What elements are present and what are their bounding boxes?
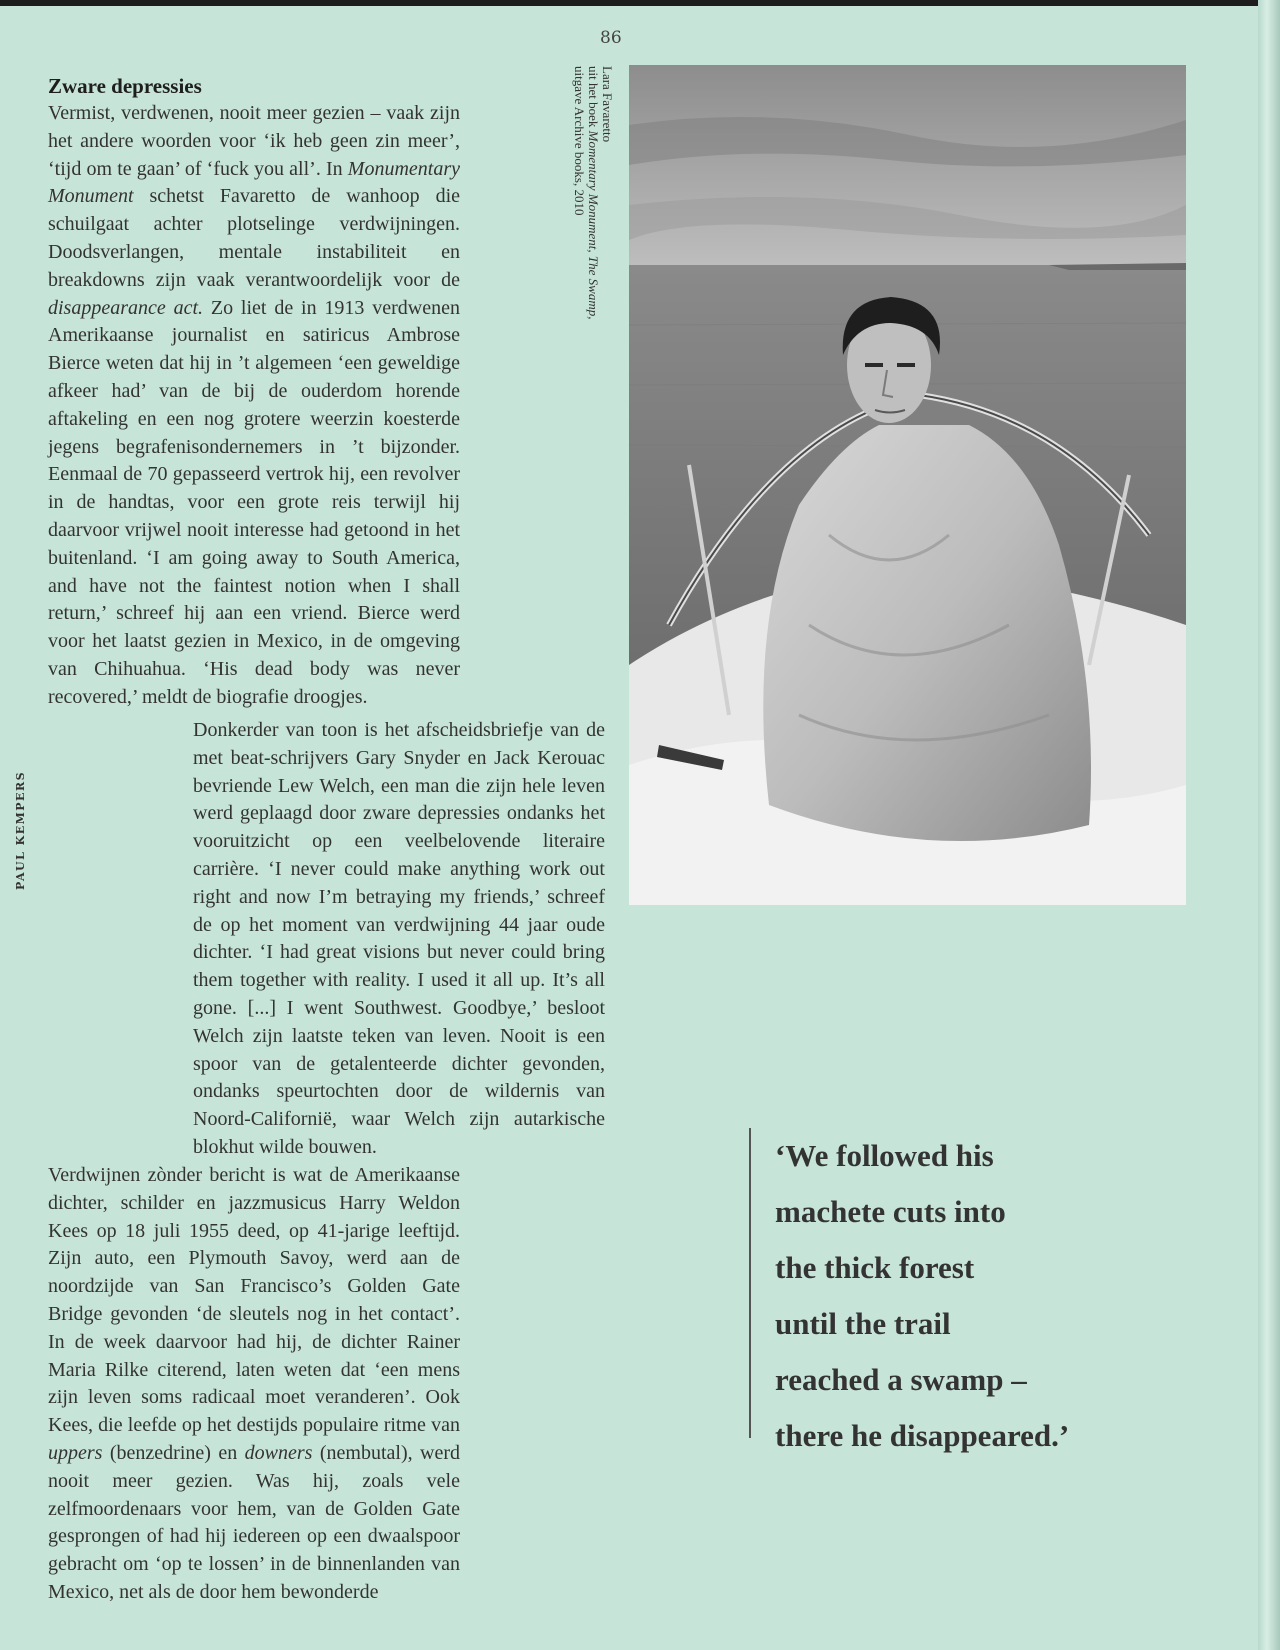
quote-line: there he disappeared.’ — [775, 1418, 1070, 1453]
text-run: Zo liet de in 1913 verdwenen Amerikaanse journalist en satiricus Ambrose Bierce weten dat hij in ’t algemeen ‘een geweldige afkeer had’ van de bij de ouderdom horende aftakeling en een nog grotere weerzin koesterde jegens begrafenisondernemers in ’t bijzonder. Eenmaal de 70 gepasseerd vertrok hij, een revolver in de handtas, voor een grote reis terwijl hij daarvoor vrijwel nooit interesse had getoond in het buitenland. ‘I am going away to South America, and have not the faintest notion when I shall return,’ schreef hij aan een vriend. Bierce werd voor het laatst gezien in Mexico, in de omgeving van Chihuahua. ‘His dead body was never recovered,’ meldt de biografie droogjes. — [48, 296, 460, 708]
paragraph-bierce — [48, 100, 460, 712]
italic-term: downers — [244, 1441, 313, 1464]
quote-line: machete cuts into — [775, 1194, 1006, 1229]
text-run: Vermist, verdwenen, nooit meer gezien – vaak zijn het andere woorden voor ‘ik heb geen zin meer’, ‘tijd om te gaan’ of ‘fuck you all’. In — [48, 102, 460, 180]
photo-caption — [572, 66, 614, 346]
caption-book — [586, 66, 600, 346]
caption-prefix: uit het boek — [586, 66, 601, 131]
quote-line: reached a swamp – — [775, 1362, 1027, 1397]
section-heading: Zware depressies — [48, 74, 202, 98]
italic-title: Monumentary Monument — [48, 157, 460, 208]
top-edge — [0, 0, 1280, 6]
caption-artist: Lara Favaretto — [600, 66, 615, 143]
pull-quote — [749, 1128, 1155, 1453]
text-run: (benzedrine) en — [102, 1441, 245, 1464]
running-author: PAUL KEMPERS — [14, 770, 27, 890]
quote-line: ‘We followed his — [775, 1138, 994, 1173]
paragraph-kees — [48, 1162, 460, 1607]
italic-term: disappearance act. — [48, 296, 204, 319]
italic-term: uppers — [48, 1441, 103, 1464]
quote-line: until the trail — [775, 1306, 951, 1341]
quote-line: the thick forest — [775, 1250, 975, 1285]
caption-publisher: uitgave Archive books, 2010 — [572, 66, 587, 216]
text-run: Verdwijnen zònder bericht is wat de Amerikaanse dichter, schilder en jazzmusicus Harry Weldon Kees op 18 juli 1955 deed, op 41-jarige leeftijd. Zijn auto, een Plymouth Savoy, werd aan de noordzijde van San Francisco’s Golden Gate Bridge gevonden ‘de sleutels nog in het contact’. In de week daarvoor had hij, de dichter Rainer Maria Rilke citerend, laten weten dat ‘een mens zijn leven soms radicaal moet veranderen’. Ook Kees, die leefde op het destijds populaire ritme van — [48, 1164, 460, 1437]
page-number: 86 — [600, 28, 622, 48]
caption-title: Momentary Monument, The Swamp, — [586, 130, 601, 320]
photo-illustration — [629, 65, 1186, 905]
text-run: (nembutal), werd nooit meer gezien. Was hij, zoals vele zelfmoordenaars voor hem, van de Golden Gate gesprongen of had hij iedereen op een dwaalspoor gebracht om ‘op te lossen’ in de binnenlanden van Mexico, net als de door hem bewonderde — [48, 1441, 460, 1603]
photo-man-on-boat — [629, 65, 1186, 905]
page-gutter — [1258, 0, 1280, 1650]
text-run: schetst Favaretto de wanhoop die schuilgaat achter plotselinge verdwijningen. Doodsverlangen, mentale instabiliteit en breakdowns zijn vaak verantwoordelijk voor de — [48, 185, 460, 291]
paragraph-welch: Donkerder van toon is het afscheidsbriefje van de met beat-schrijvers Gary Snyder en Jack Kerouac bevriende Lew Welch, een man die zijn hele leven werd geplaagd door zware depressies ondanks het vooruitzicht op een veelbelovende literaire carrière. ‘I never could make anything work out right and now I’m betraying my friends,’ schreef de op het moment van verdwijning 44 jaar oude dichter. ‘I had great visions but never could bring them together with reality. I used it all up. It’s all gone. [...] I went Southwest. Goodbye,’ besloot Welch zijn laatste teken van leven. Nooit is een spoor van de getalenteerde dichter gevonden, ondanks speurtochten door de wildernis van Noord-Californië, waar Welch zijn autarkische blokhut wilde bouwen. — [193, 719, 605, 1158]
